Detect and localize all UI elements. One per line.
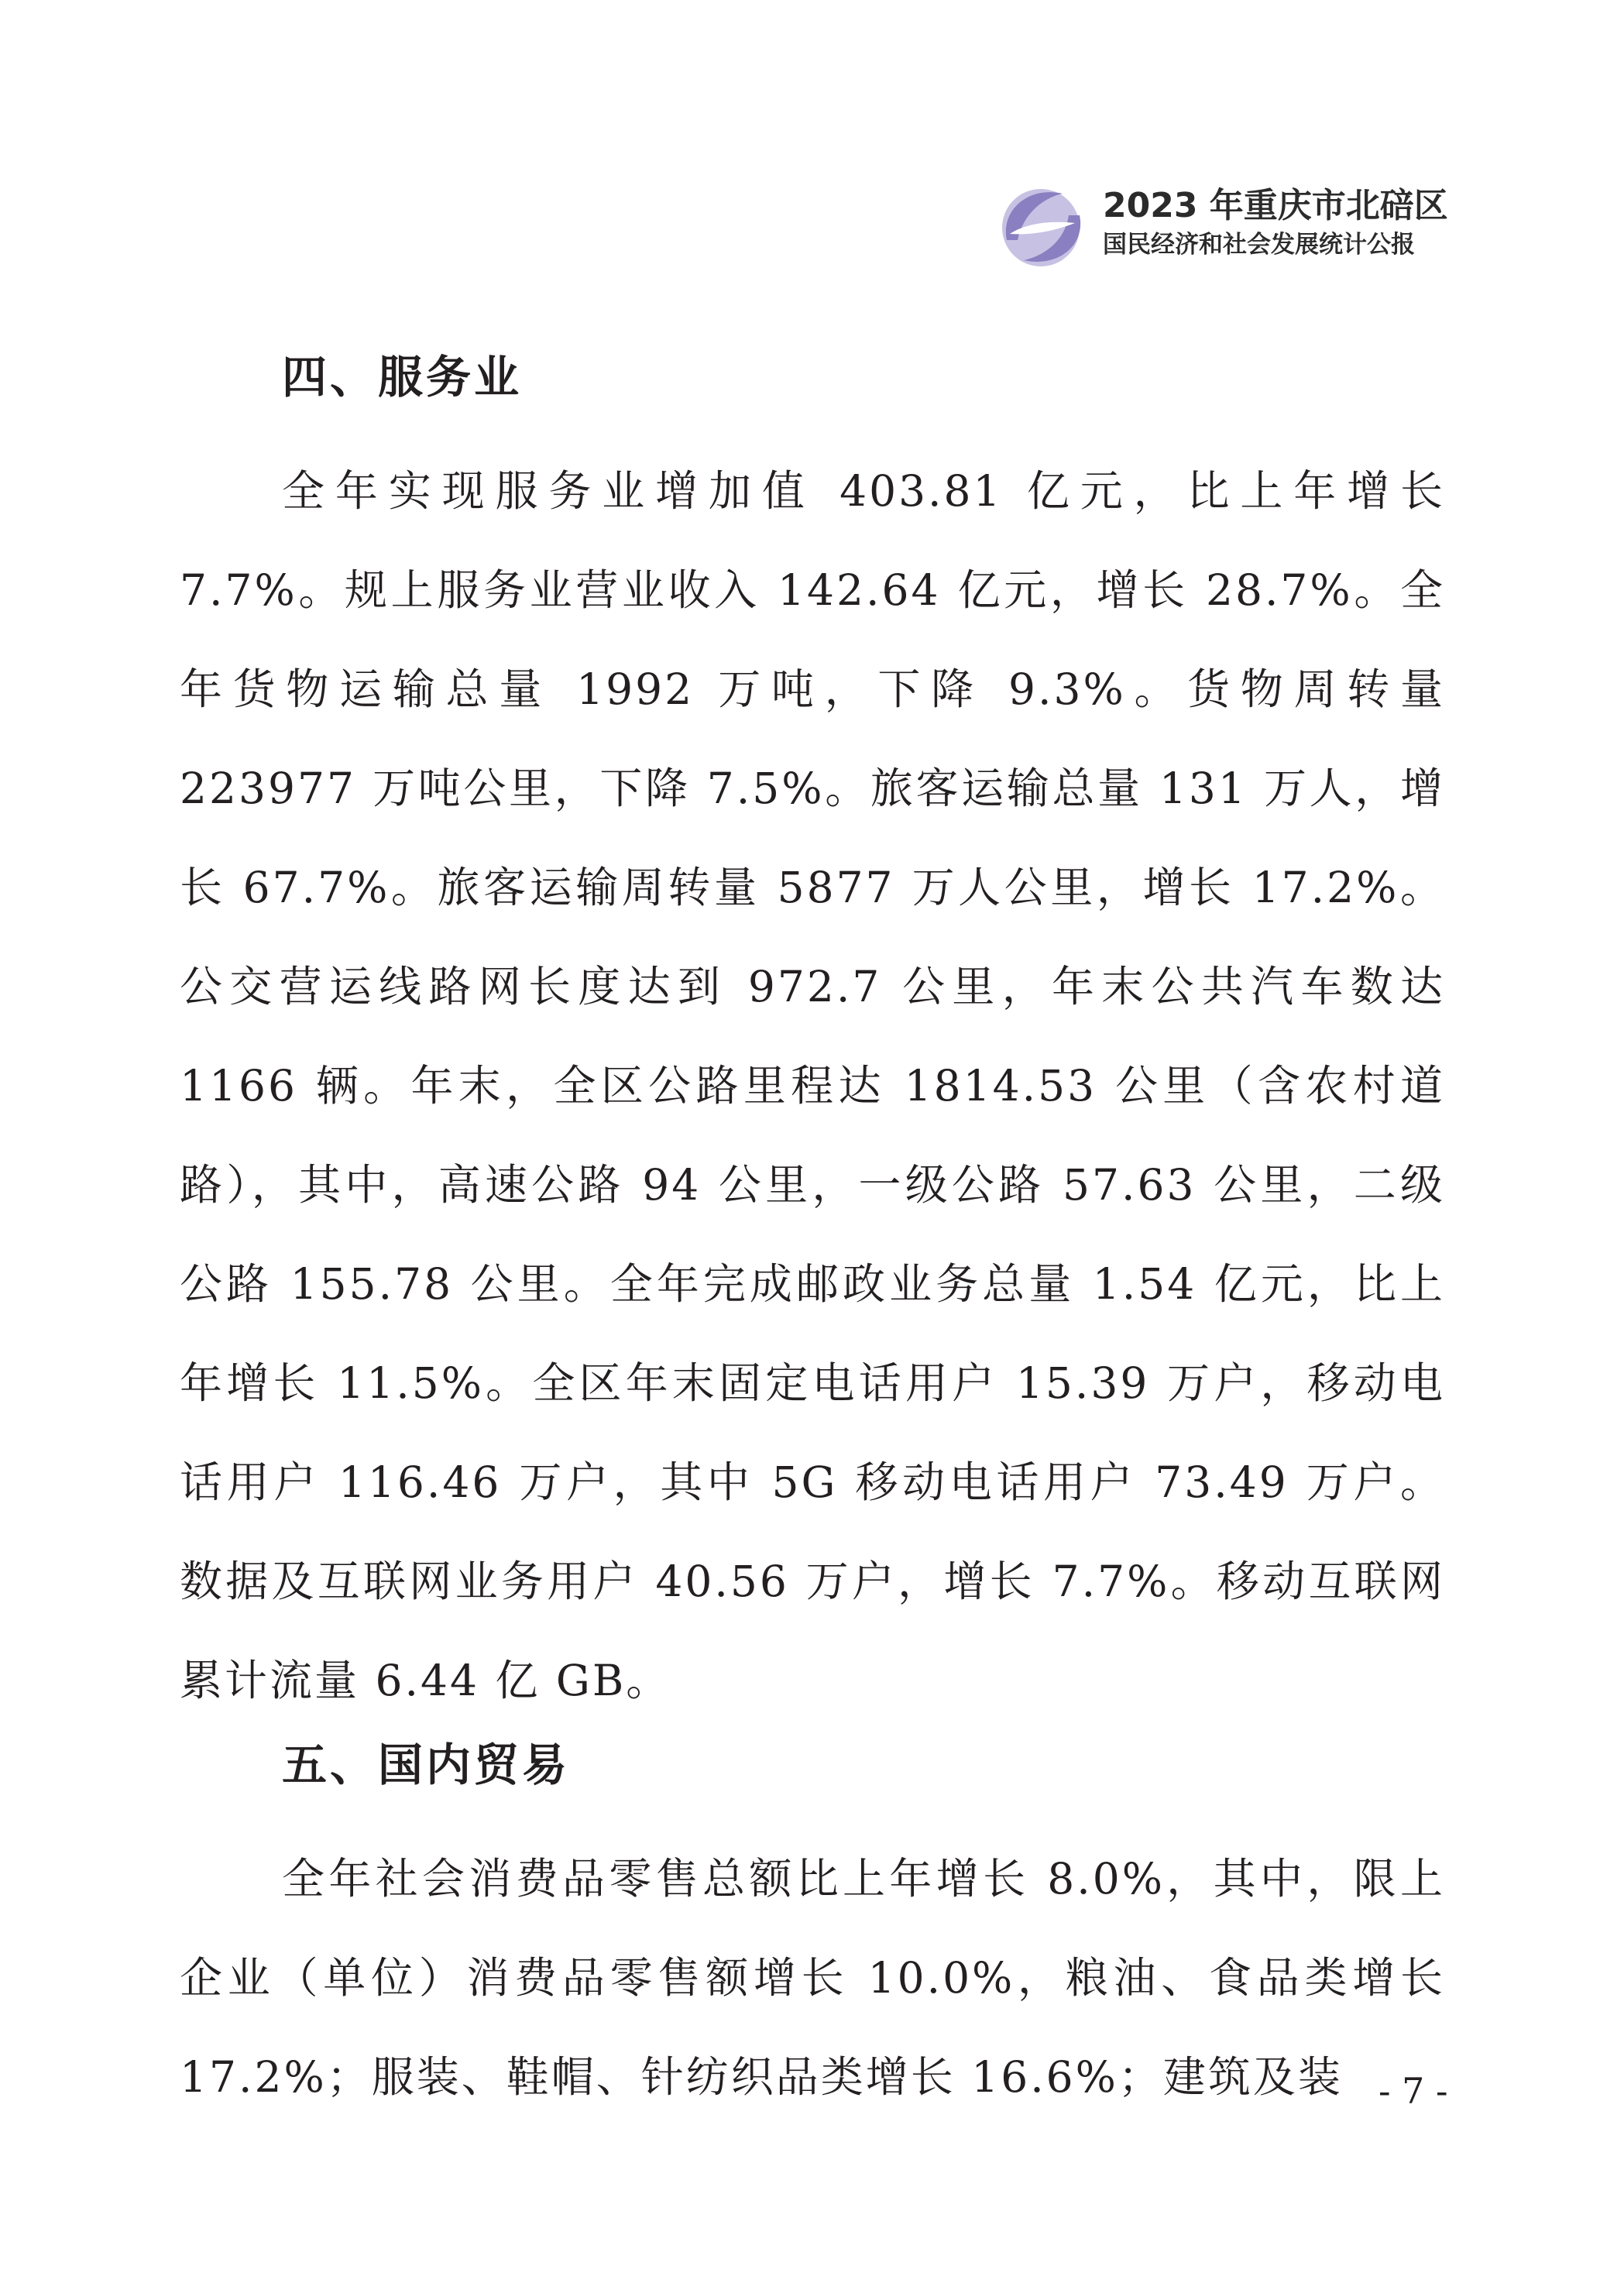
paragraph-domestic-trade: 全年社会消费品零售总额比上年增长 8.0%，其中，限上企业（单位）消费品零售额增长 10.0%，粮油、食品类增长 17.2%；服装、鞋帽、针纺织品类增长 16.6%；建筑及装 — [180, 1854, 1445, 2102]
spacer — [180, 412, 1445, 441]
section-heading-services: 四、服务业 — [282, 351, 523, 403]
page-number: - 7 - — [1379, 2070, 1448, 2112]
document-body — [180, 342, 1445, 2127]
report-header — [993, 180, 1473, 273]
header-text — [1103, 184, 1448, 262]
report-title: 2023 年重庆市北碚区 — [1103, 186, 1448, 225]
section-heading-domestic-trade: 五、国内贸易 — [282, 1739, 571, 1791]
report-subtitle: 国民经济和社会发展统计公报 — [1103, 231, 1415, 259]
paragraph-services: 全年实现服务业增加值 403.81 亿元，比上年增长 7.7%。规上服务业营业收入 142.64 亿元，增长 28.7%。全年货物运输总量 1992 万吨，下降 9.3%。货物周转量 223977 万吨公里，下降 7.5%。旅客运输总量 131 万人，增长 67.7%。旅客运输周转量 5877 万人公里，增长 17.2%。公交营运线路网长度达到 972.7 公里，年末公共汽车数达 1166 辆。年末，全区公路里程达 1814.53 公里（含农村道路），其中，高速公路 94 公里，一级公路 57.63 公里，二级公路 155.78 公里。全年完成邮政业务总量 1.54 亿元，比上年增长 11.5%。全区年末固定电话用户 15.39 万户，移动电话用户 116.46 万户，其中 5G 移动电话用户 73.49 万户。数据及互联网业务用户 40.56 万户，增长 7.7%。移动互联网累计流量 6.44 亿 GB。 — [180, 466, 1445, 1705]
bureau-logo-icon — [993, 180, 1094, 271]
spacer — [180, 1800, 1445, 1829]
